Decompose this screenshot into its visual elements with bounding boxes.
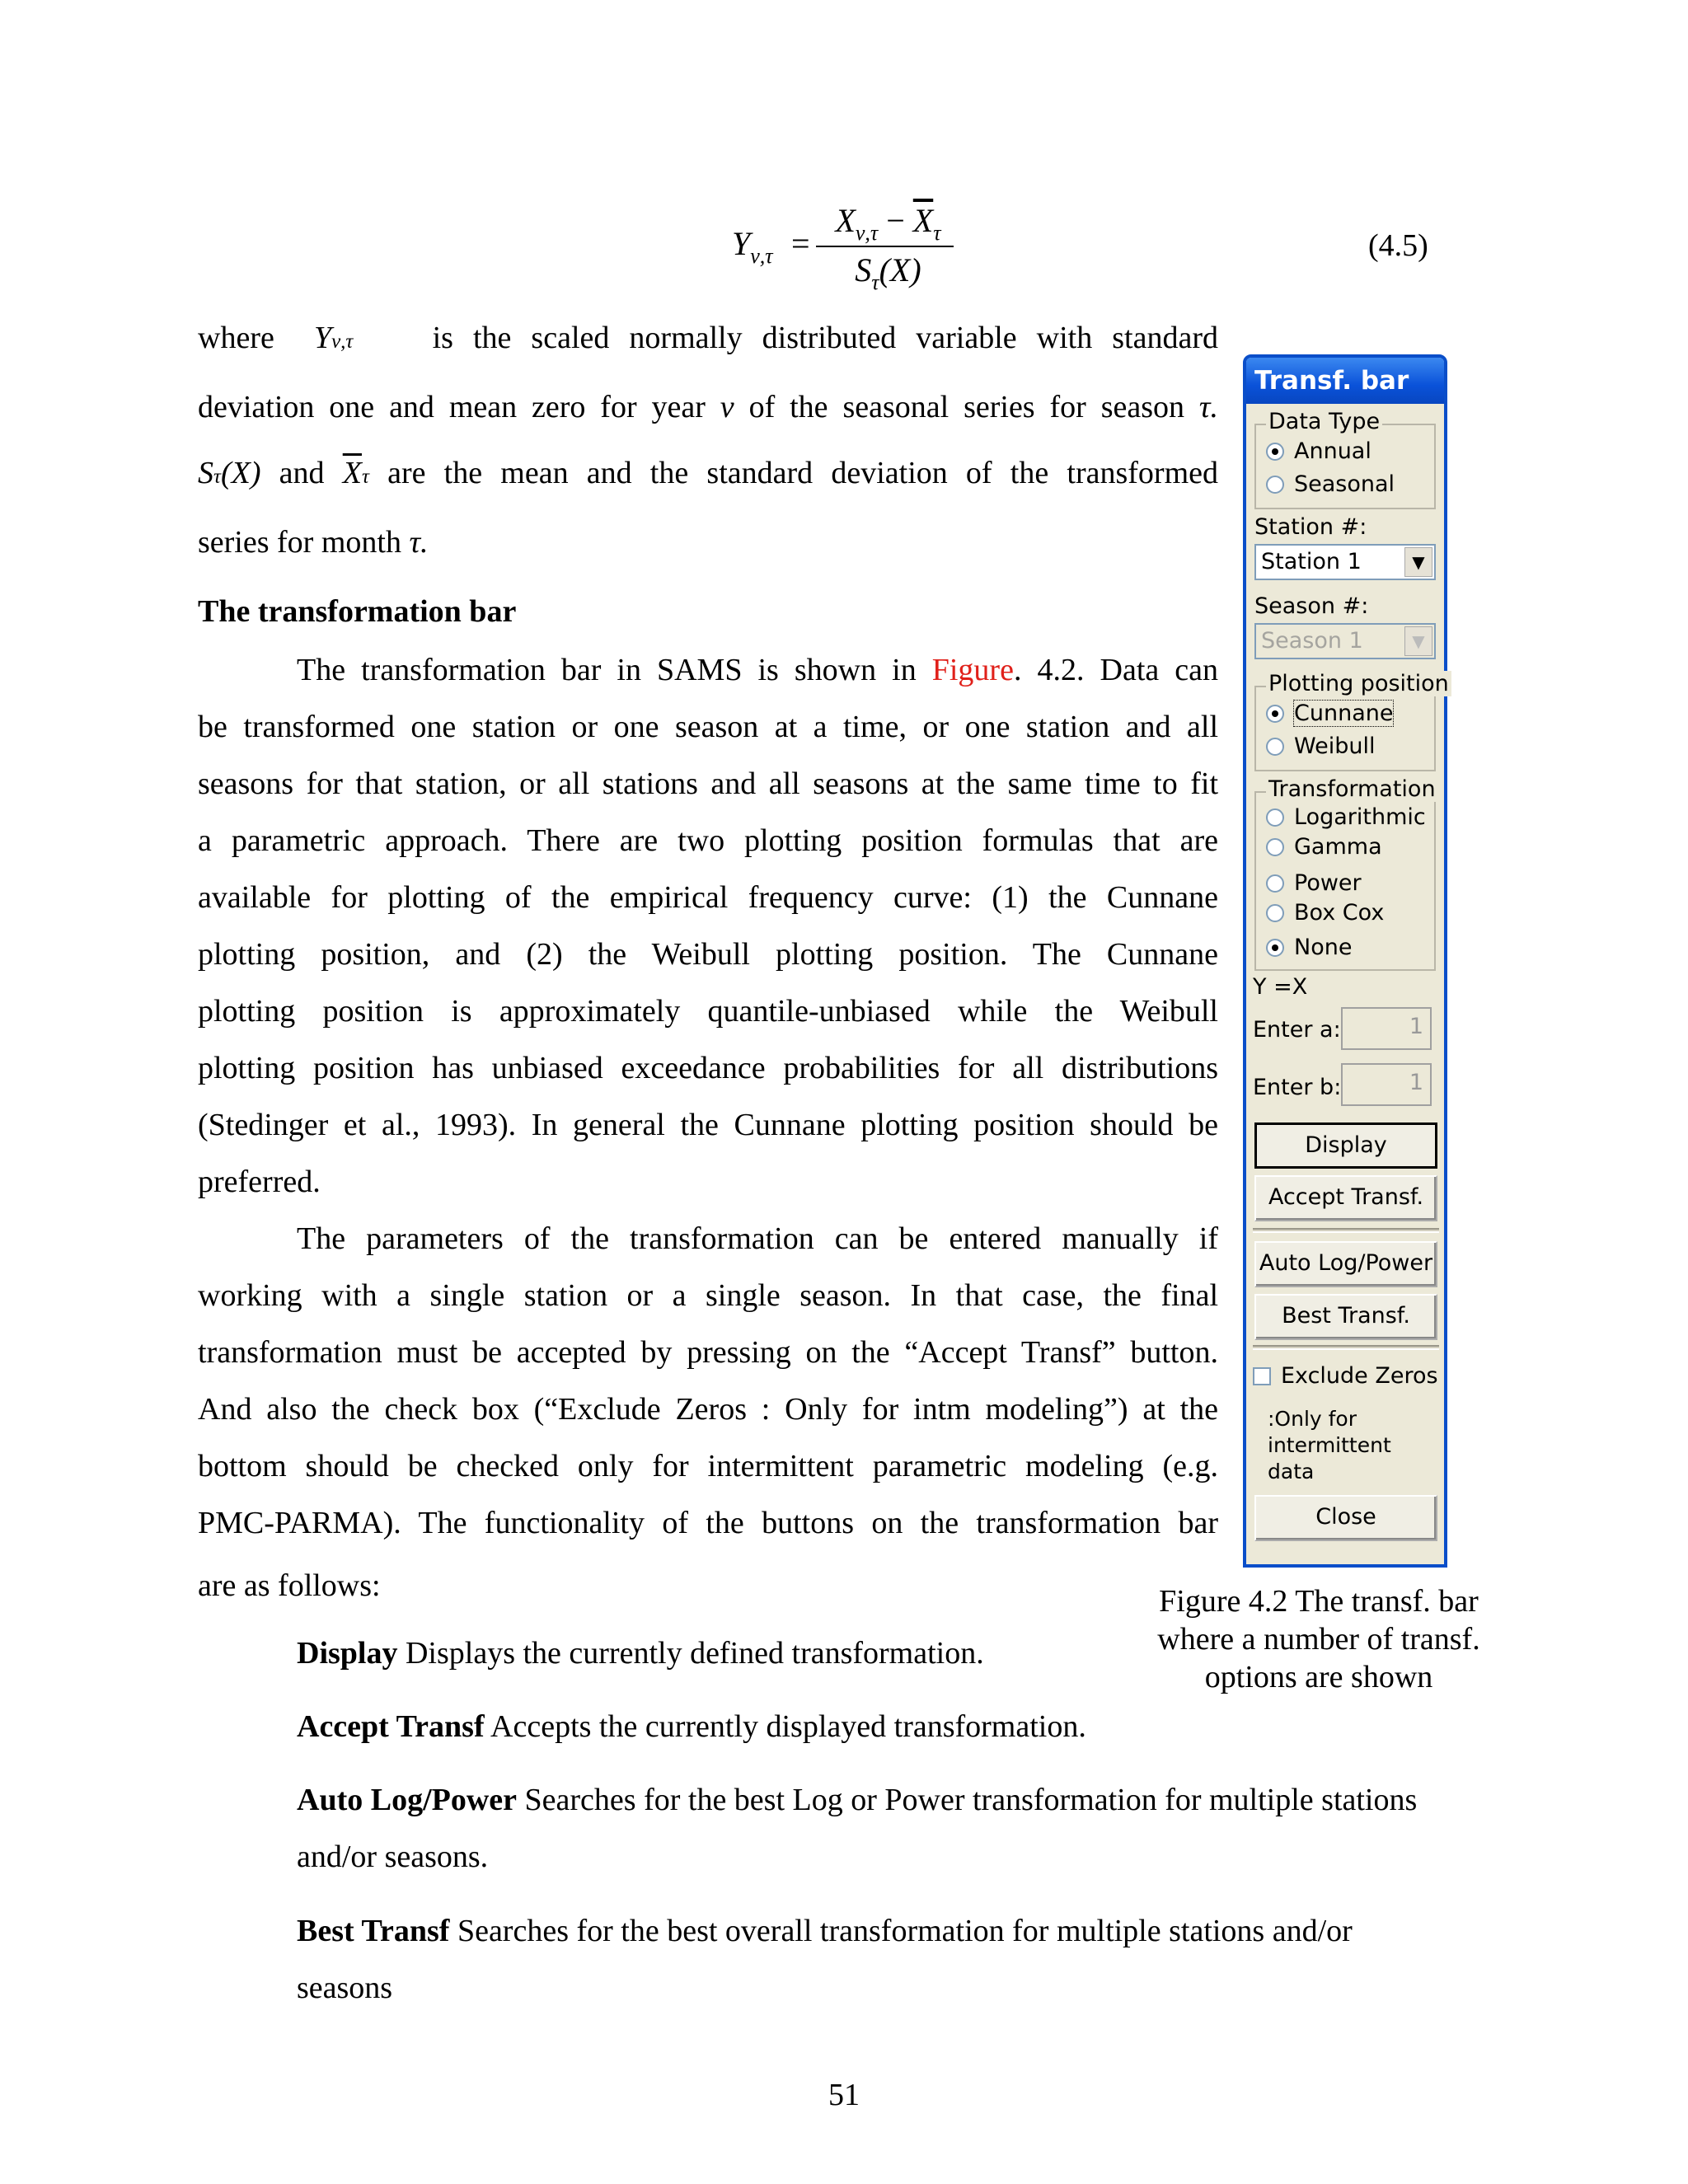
enter-a-label: Enter a:: [1253, 1017, 1341, 1043]
section-heading: The transformation bar: [198, 594, 517, 629]
definition-best-transf: Best Transf Searches for the best overall transformation for multiple stations and/or seasons: [297, 1914, 1353, 2005]
close-button[interactable]: Close: [1254, 1495, 1437, 1541]
para3-line-7: are as follows:: [198, 1568, 381, 1603]
station-select[interactable]: Station 1 ▼: [1254, 544, 1436, 580]
best-transf-button[interactable]: Best Transf.: [1254, 1294, 1437, 1340]
radio-selected-icon: [1266, 939, 1284, 957]
para2-line-3: seasons for that station, or all stations and all seasons at the same time to fit: [198, 766, 1218, 801]
transformation-group: [1254, 776, 1436, 971]
paragraph-2: [198, 642, 1218, 1211]
para2-line-9: (Stedinger et al., 1993). In general the Cunnane plotting position should be: [198, 1108, 1218, 1142]
radio-empty-icon: [1266, 838, 1284, 856]
data-type-label: Data Type: [1266, 409, 1382, 434]
window-title[interactable]: Transf. bar: [1246, 358, 1444, 404]
caption-line-3: options are shown: [1204, 1660, 1433, 1694]
paragraph-1: [198, 310, 1218, 571]
equation-equals: =: [791, 225, 810, 262]
station-label: Station #:: [1254, 514, 1367, 540]
radio-none[interactable]: None: [1266, 935, 1352, 960]
radio-selected-icon: [1266, 443, 1284, 461]
transf-bar-window: [1243, 354, 1447, 1568]
data-type-group: [1254, 409, 1436, 509]
divider: [1253, 1228, 1439, 1233]
auto-log-power-button[interactable]: Auto Log/Power: [1254, 1241, 1437, 1287]
radio-empty-icon: [1266, 476, 1284, 494]
para2-line-4: a parametric approach. There are two plotting position formulas that are: [198, 823, 1218, 858]
page-number: 51: [828, 2078, 860, 2112]
equation-denominator: $S_\tau(X)$: [855, 251, 921, 294]
para3-line-2: working with a single station or a single season. In that case, the final: [198, 1278, 1218, 1313]
radio-empty-icon: [1266, 874, 1284, 893]
radio-seasonal[interactable]: Seasonal: [1266, 471, 1395, 497]
radio-empty-icon: [1266, 808, 1284, 827]
paragraph-3: [198, 1211, 1218, 1615]
para3-line-5: bottom should be checked only for intermittent parametric modeling (e.g.: [198, 1449, 1218, 1483]
para2-line-7: plotting position is approximately quantile-unbiased while the Weibull: [198, 994, 1218, 1029]
para2-line-5: available for plotting of the empirical frequency curve: (1) the Cunnane: [198, 880, 1218, 915]
radio-logarithmic[interactable]: Logarithmic: [1266, 804, 1426, 830]
radio-gamma[interactable]: Gamma: [1266, 834, 1382, 860]
divider: [1253, 1345, 1439, 1350]
radio-selected-icon: [1266, 705, 1284, 723]
para2-line-8: plotting position has unbiased exceedance probabilities for all distributions: [198, 1051, 1218, 1085]
accept-transf-button[interactable]: Accept Transf.: [1254, 1175, 1437, 1221]
fraction-bar: [816, 246, 954, 247]
radio-power[interactable]: Power: [1266, 870, 1362, 896]
exclude-zeros-note: [1268, 1406, 1391, 1485]
radio-cunnane[interactable]: Cunnane: [1266, 701, 1393, 726]
caption-line-2: where a number of transf.: [1157, 1622, 1480, 1657]
para1-line-1: where Yν,τ is the scaled normally distributed variable with standard: [198, 321, 1218, 355]
para2-line-2: be transformed one station or one season at a time, or one station and all: [198, 710, 1218, 744]
note-line-1: :Only for: [1268, 1407, 1357, 1431]
enter-b-input[interactable]: 1: [1341, 1063, 1432, 1106]
para1-line-2: deviation one and mean zero for year ν of the seasonal series for season τ.: [198, 390, 1219, 424]
definition-display: Display Displays the currently defined transformation.: [297, 1636, 984, 1671]
para2-line-6: plotting position, and (2) the Weibull plotting position. The Cunnane: [198, 937, 1218, 972]
para1-line-3: Sτ(X) and $\overline{X}\tau$ are the mean and the standard deviation of the transformed: [198, 456, 1218, 490]
enter-a-input[interactable]: 1: [1341, 1007, 1432, 1050]
display-button[interactable]: Display: [1254, 1122, 1437, 1169]
para3-line-1: The parameters of the transformation can be entered manually if: [297, 1221, 1218, 1256]
radio-annual[interactable]: Annual: [1266, 438, 1372, 464]
para1-line-4: series for month τ.: [198, 525, 429, 560]
chevron-down-icon[interactable]: ▼: [1404, 547, 1432, 577]
para3-line-6: PMC-PARMA). The functionality of the buttons on the transformation bar: [198, 1506, 1218, 1540]
chevron-down-icon[interactable]: ▼: [1404, 626, 1432, 656]
season-label: Season #:: [1254, 593, 1369, 619]
para3-line-4: And also the check box (“Exclude Zeros : Only for intm modeling”) at the: [198, 1392, 1218, 1427]
enter-b-label: Enter b:: [1253, 1075, 1342, 1100]
caption-line-1: Figure 4.2 The transf. bar: [1159, 1584, 1479, 1619]
radio-box-cox[interactable]: Box Cox: [1266, 900, 1384, 926]
radio-weibull[interactable]: Weibull: [1266, 733, 1375, 759]
para2-line-1: The transformation bar in SAMS is shown in Figure. 4.2. Data can: [297, 653, 1218, 687]
figure-link[interactable]: Figure: [931, 653, 1014, 687]
equation-number: (4.5): [1368, 228, 1428, 263]
exclude-zeros-checkbox[interactable]: Exclude Zeros: [1253, 1363, 1438, 1389]
season-select[interactable]: Season 1 ▼: [1254, 623, 1436, 659]
checkbox-icon: [1253, 1367, 1271, 1385]
para2-line-10: preferred.: [198, 1165, 321, 1199]
transformation-label: Transformation: [1266, 776, 1438, 802]
plotting-position-label: Plotting position: [1266, 671, 1451, 696]
plotting-position-group: [1254, 671, 1449, 771]
definition-accept-transf: Accept Transf Accepts the currently displayed transformation.: [297, 1709, 1086, 1744]
formula-label: Y =X: [1253, 974, 1308, 1000]
radio-empty-icon: [1266, 738, 1284, 756]
radio-empty-icon: [1266, 904, 1284, 922]
note-line-2: intermittent: [1268, 1433, 1391, 1457]
para3-line-3: transformation must be accepted by pressing on the “Accept Transf” button.: [198, 1335, 1218, 1370]
definition-auto-log-power: Auto Log/Power Searches for the best Log or Power transformation for multiple stations and/or seasons.: [297, 1783, 1418, 1874]
figure-caption: [1137, 1582, 1500, 1696]
equation-numerator: $X_{\nu,\tau} - \overline{X}_\tau$: [835, 202, 941, 245]
note-line-3: data: [1268, 1460, 1315, 1483]
equation-lhs: $Y_{\nu,\tau}$: [732, 225, 773, 268]
